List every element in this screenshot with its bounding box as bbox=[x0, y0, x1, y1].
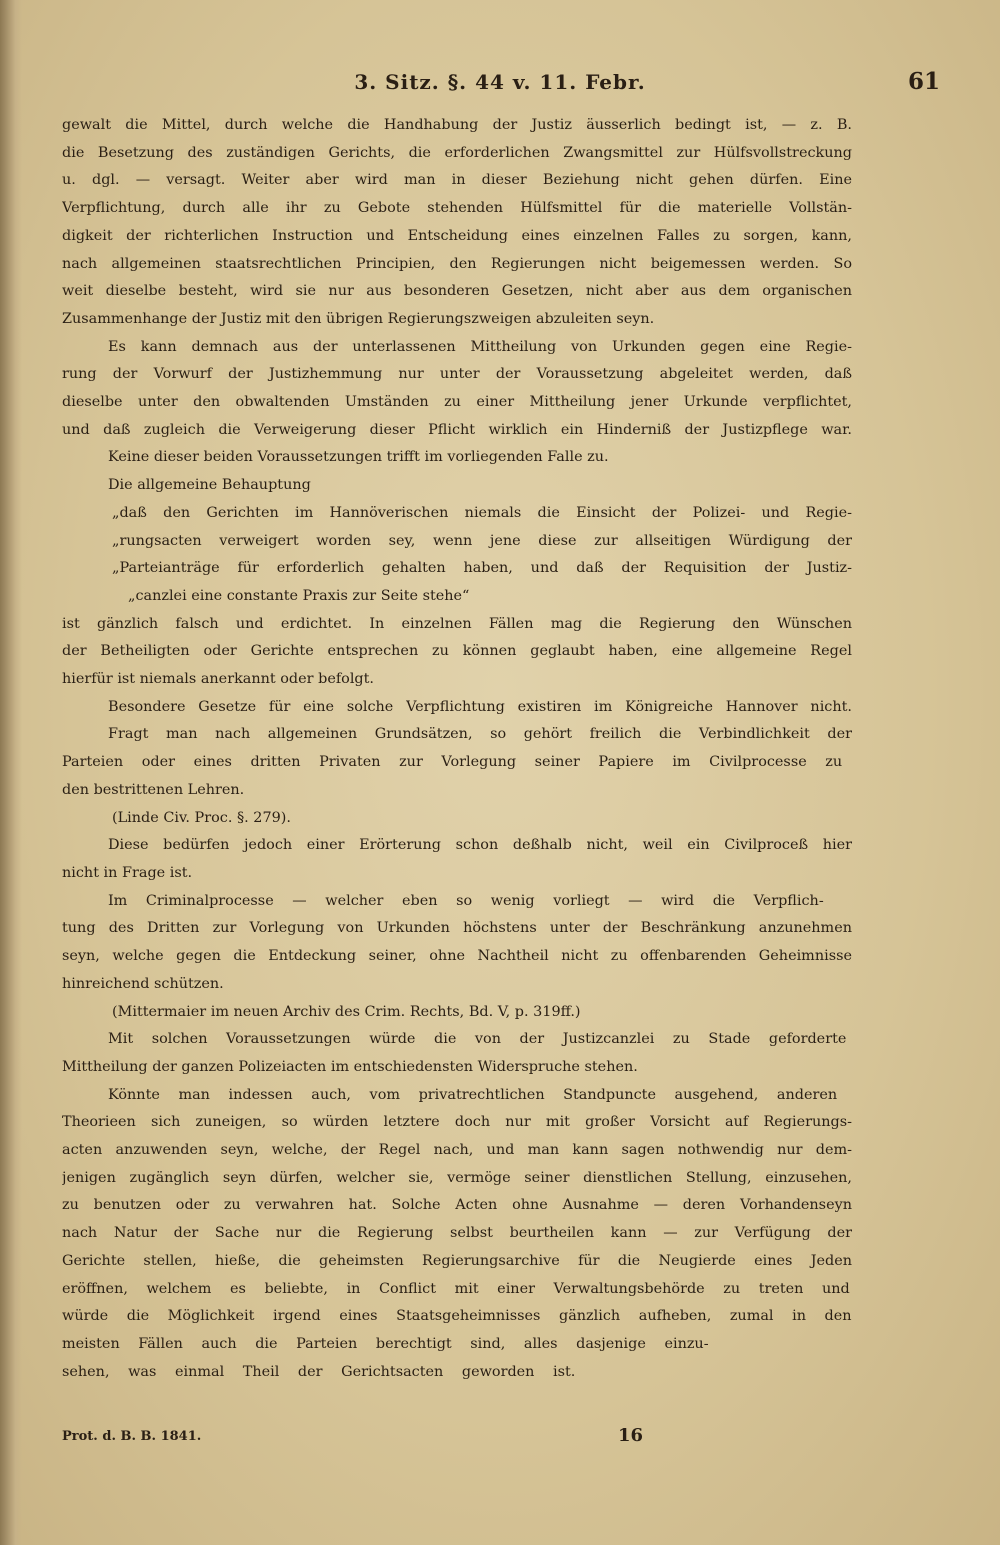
text-line: acten anzuwenden seyn, welche, der Regel nach, und man kann sagen nothwendig nur dem- bbox=[62, 1142, 852, 1159]
text-line: sehen, was einmal Theil der Gerichtsacten geworden ist. bbox=[62, 1363, 576, 1380]
text-line: hinreichend schützen. bbox=[62, 975, 224, 992]
quote-line: „canzlei eine constante Praxis zur Seite stehe“ bbox=[128, 587, 470, 604]
text-line: Theorieen sich zuneigen, so würden letztere doch nur mit großer Vorsicht auf Regierungs- bbox=[62, 1114, 852, 1131]
text-line: gewalt die Mittel, durch welche die Handhabung der Justiz äusserlich bedingt ist, — z. B. bbox=[62, 117, 852, 133]
text-line: Mit solchen Voraussetzungen würde die von der Justizcanzlei zu Stade geforderte bbox=[108, 1031, 847, 1048]
text-line: Besondere Gesetze für eine solche Verpflichtung existiren im Königreiche Hannover nicht. bbox=[108, 698, 852, 715]
page-footer bbox=[62, 1423, 862, 1453]
text-line: weit dieselbe besteht, wird sie nur aus besonderen Gesetzen, nicht aber aus dem organischen bbox=[62, 283, 852, 300]
text-line: nach Natur der Sache nur die Regierung selbst beurtheilen kann — zur Verfügung der bbox=[62, 1225, 852, 1242]
text-line: jenigen zugänglich seyn dürfen, welcher sie, vermöge seiner dienstlichen Stellung, einzusehen, bbox=[62, 1169, 852, 1186]
text-line: nach allgemeinen staatsrechtlichen Principien, den Regierungen nicht beigemessen werden. So bbox=[62, 255, 852, 272]
quote-line: „rungsacten verweigert worden sey, wenn jene diese zur allseitigen Würdigung der bbox=[112, 532, 852, 549]
text-line: Fragt man nach allgemeinen Grundsätzen, so gehört freilich die Verbindlichkeit der bbox=[108, 726, 852, 743]
page-number: 61 bbox=[907, 68, 940, 95]
text-line: Mittheilung der ganzen Polizeiacten im entschiedensten Widerspruche stehen. bbox=[62, 1058, 638, 1075]
text-line: meisten Fällen auch die Parteien berechtigt sind, alles dasjenige einzu- bbox=[62, 1335, 709, 1352]
text-line: Es kann demnach aus der unterlassenen Mittheilung von Urkunden gegen eine Regie- bbox=[108, 338, 852, 355]
text-line: nicht in Frage ist. bbox=[62, 864, 193, 881]
text-line: den bestrittenen Lehren. bbox=[62, 781, 245, 798]
running-title: 3. Sitz. §. 44 v. 11. Febr. bbox=[354, 70, 646, 94]
running-head bbox=[60, 62, 940, 102]
text-line: seyn, welche gegen die Entdeckung seiner, ohne Nachtheil nicht zu offenbarenden Geheimnisse bbox=[62, 948, 852, 965]
body-text bbox=[62, 112, 852, 1386]
text-line: zu benutzen oder zu verwahren hat. Solche Acten ohne Ausnahme — deren Vorhandenseyn bbox=[62, 1197, 852, 1214]
text-line: Könnte man indessen auch, vom privatrechtlichen Standpuncte ausgehend, anderen bbox=[108, 1086, 838, 1103]
quote-line: „daß den Gerichten im Hannöverischen niemals die Einsicht der Polizei- und Regie- bbox=[112, 504, 852, 521]
text-line: Keine dieser beiden Voraussetzungen trifft im vorliegenden Falle zu. bbox=[108, 449, 609, 466]
text-line: rung der Vorwurf der Justizhemmung nur unter der Voraussetzung abgeleitet werden, daß bbox=[62, 366, 852, 383]
citation-line: (Mittermaier im neuen Archiv des Crim. Rechts, Bd. V, p. 319ff.) bbox=[112, 1003, 581, 1020]
text-line: Im Criminalprocesse — welcher eben so wenig vorliegt — wird die Verpflich- bbox=[108, 892, 824, 909]
text-line: ist gänzlich falsch und erdichtet. In einzelnen Fällen mag die Regierung den Wünschen bbox=[62, 615, 852, 632]
text-line: der Betheiligten oder Gerichte entsprechen zu können geglaubt haben, eine allgemeine Regel bbox=[62, 643, 852, 660]
text-line: u. dgl. — versagt. Weiter aber wird man in dieser Beziehung nicht gehen dürfen. Eine bbox=[62, 172, 852, 189]
text-line: Gerichte stellen, hieße, die geheimsten Regierungsarchive für die Neugierde eines Jeden bbox=[62, 1252, 852, 1269]
text-line: digkeit der richterlichen Instruction und Entscheidung eines einzelnen Falles zu sorgen, kann, bbox=[62, 227, 852, 244]
text-line: Die allgemeine Behauptung bbox=[108, 477, 311, 494]
text-line: tung des Dritten zur Vorlegung von Urkunden höchstens unter der Beschränkung anzunehmen bbox=[62, 920, 852, 937]
page-gutter-shadow bbox=[0, 0, 22, 1545]
footer-imprint: Prot. d. B. B. 1841. bbox=[62, 1429, 202, 1444]
text-line: eröffnen, welchem es beliebte, in Conflict mit einer Verwaltungsbehörde zu treten und bbox=[62, 1280, 850, 1297]
footer-signature: 16 bbox=[618, 1425, 644, 1446]
text-line: dieselbe unter den obwaltenden Umständen zu einer Mittheilung jener Urkunde verpflichtet, bbox=[62, 394, 852, 411]
text-line: würde die Möglichkeit irgend eines Staatsgeheimnisses gänzlich aufheben, zumal in den bbox=[62, 1308, 852, 1325]
text-line: Zusammenhange der Justiz mit den übrigen Regierungszweigen abzuleiten seyn. bbox=[62, 310, 655, 327]
text-line: und daß zugleich die Verweigerung dieser Pflicht wirklich ein Hinderniß der Justizpflege war. bbox=[62, 421, 852, 438]
quote-line: „Parteianträge für erforderlich gehalten haben, und daß der Requisition der Justiz- bbox=[112, 560, 852, 577]
text-line: Parteien oder eines dritten Privaten zur Vorlegung seiner Papiere im Civilprocesse zu bbox=[62, 754, 843, 771]
text-line: Verpflichtung, durch alle ihr zu Gebote stehenden Hülfsmittel für die materielle Vollstän- bbox=[62, 200, 852, 217]
text-line: hierfür ist niemals anerkannt oder befolgt. bbox=[62, 671, 375, 688]
text-line: die Besetzung des zuständigen Gerichts, die erforderlichen Zwangsmittel zur Hülfsvollstreckung bbox=[62, 144, 852, 161]
text-line: Diese bedürfen jedoch einer Erörterung schon deßhalb nicht, weil ein Civilproceß hier bbox=[108, 837, 852, 854]
citation-line: (Linde Civ. Proc. §. 279). bbox=[112, 809, 291, 826]
